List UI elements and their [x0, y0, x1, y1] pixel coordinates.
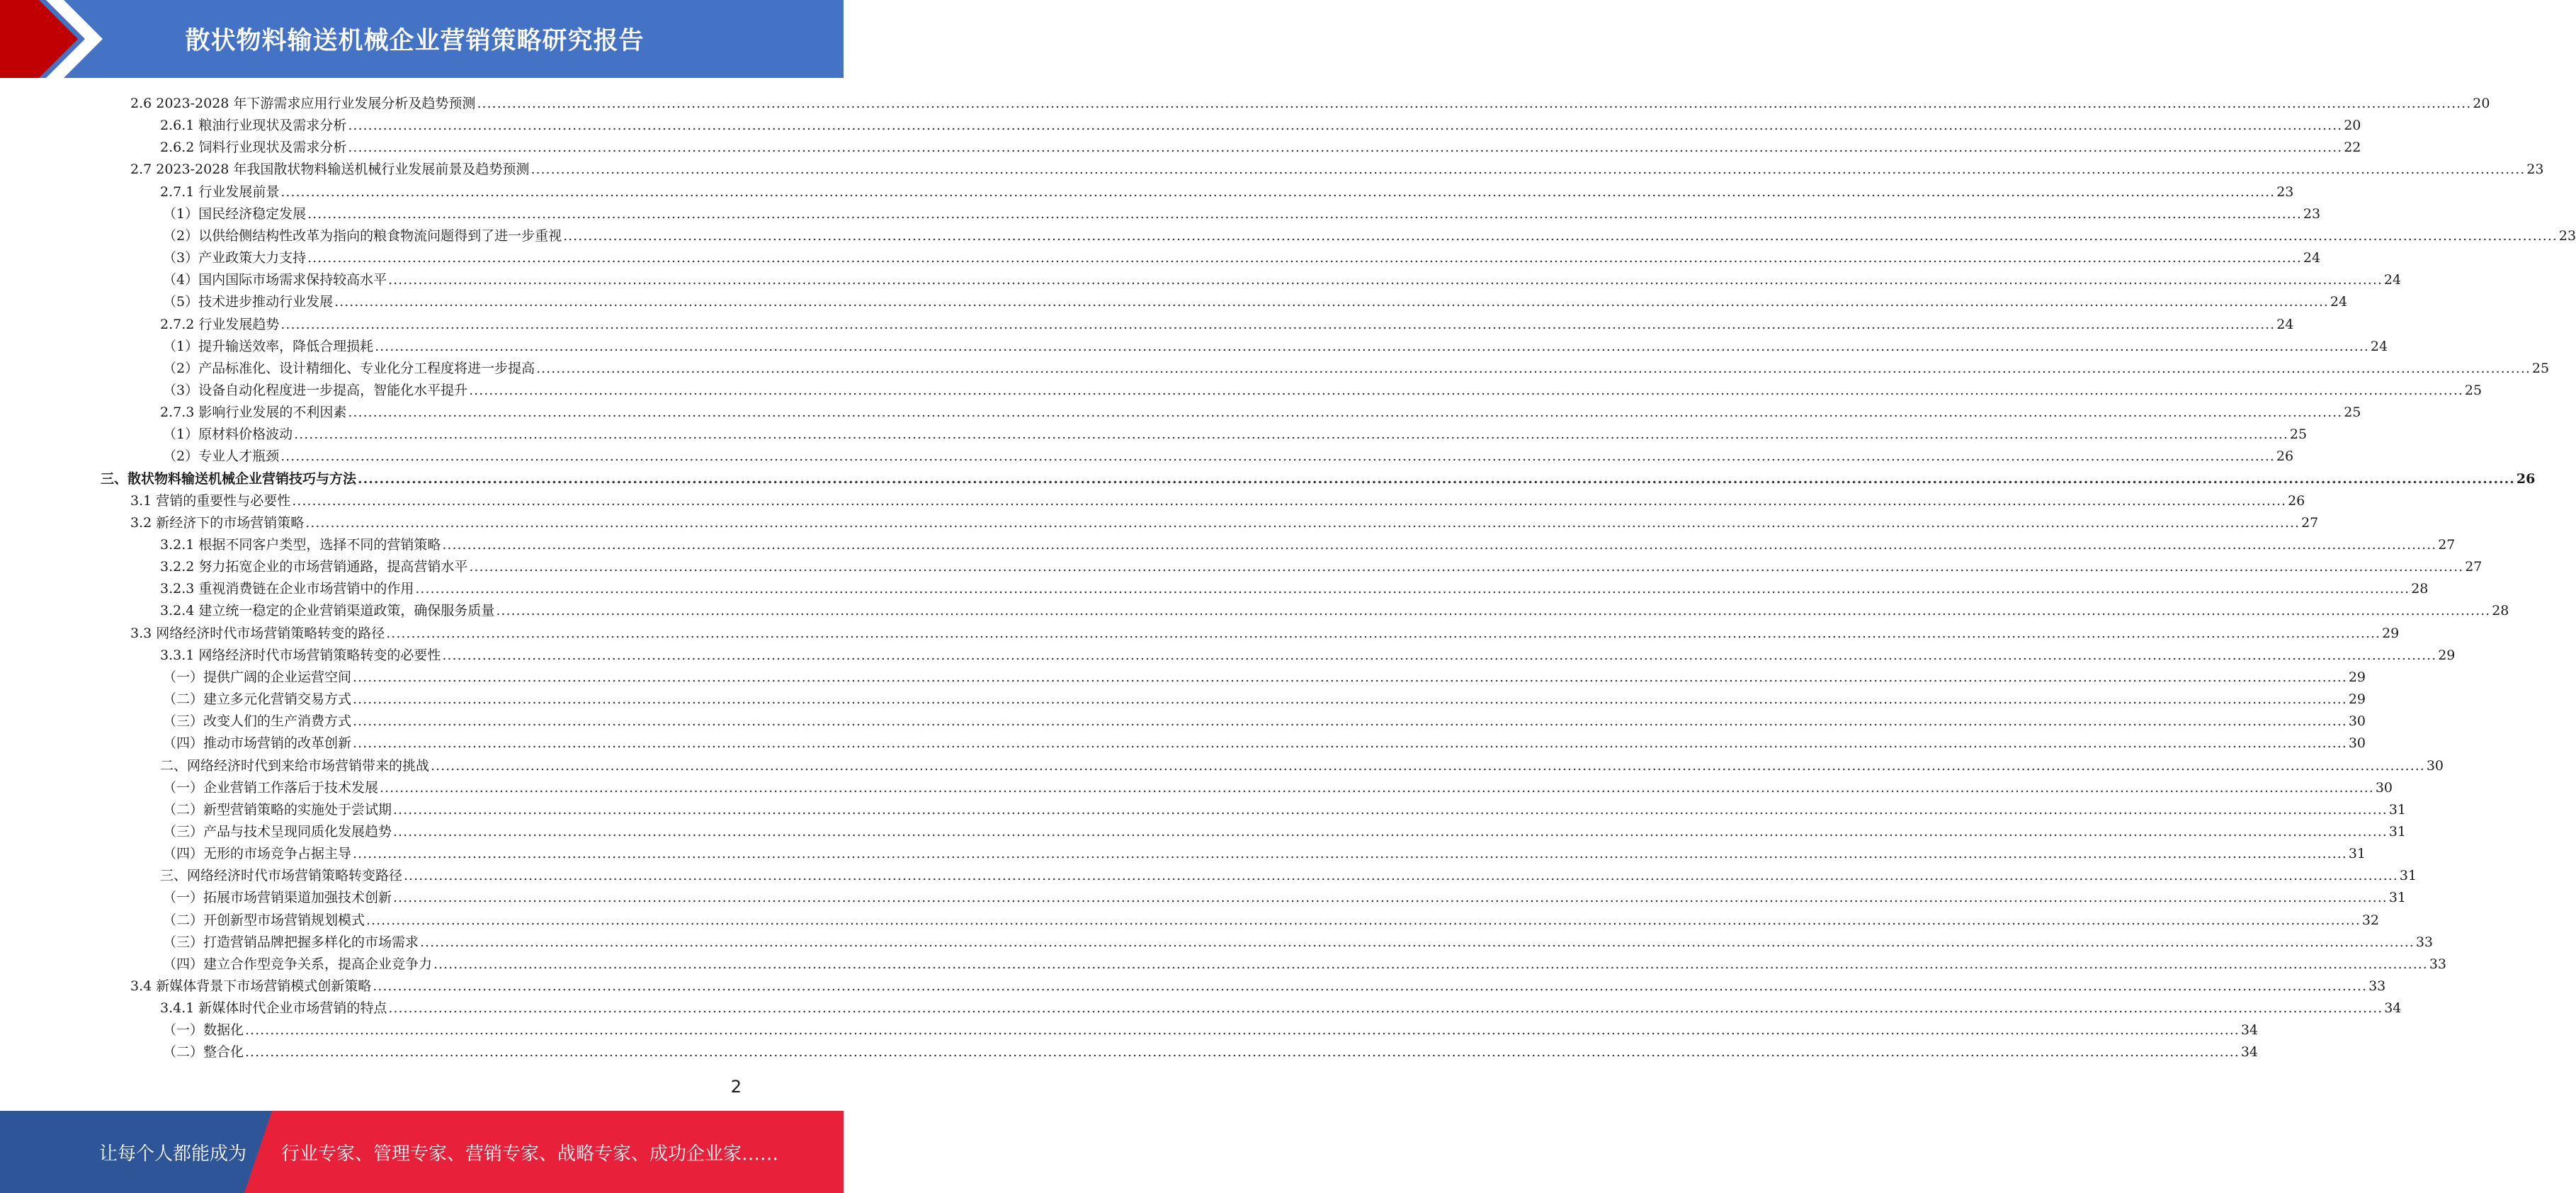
toc-dot-leader: ................................................................................................................................................................................................................................................................................................................................................................................................................: [307, 205, 2302, 222]
toc-entry-page: 23: [2526, 162, 2544, 178]
toc-dot-leader: ................................................................................................................................................................................................................................................................................................................................................................................................................: [280, 448, 2275, 465]
toc-dot-leader: ................................................................................................................................................................................................................................................................................................................................................................................................................: [366, 912, 2361, 928]
toc-entry-label: （四）无形的市场竞争占据主导: [163, 846, 352, 862]
toc-dot-leader: ................................................................................................................................................................................................................................................................................................................................................................................................................: [358, 470, 2515, 487]
toc-entry[interactable]: [160, 862, 2417, 884]
toc-dot-leader: ................................................................................................................................................................................................................................................................................................................................................................................................................: [433, 956, 2428, 972]
toc-dot-leader: ................................................................................................................................................................................................................................................................................................................................................................................................................: [353, 713, 2347, 730]
toc-entry-label: 3.4 新媒体背景下市场营销模式创新策略: [130, 978, 372, 994]
toc-entry-label: （三）产品与技术呈现同质化发展趋势: [163, 823, 392, 839]
toc-entry-page: 23: [2276, 183, 2294, 200]
toc-dot-leader: ................................................................................................................................................................................................................................................................................................................................................................................................................: [307, 250, 2302, 266]
toc-entry-label: （三）打造营销品牌把握多样化的市场需求: [163, 934, 419, 950]
toc-entry[interactable]: [163, 774, 2393, 796]
toc-dot-leader: ................................................................................................................................................................................................................................................................................................................................................................................................................: [530, 162, 2526, 178]
toc-entry-page: 27: [2301, 514, 2319, 531]
toc-entry[interactable]: [160, 311, 2294, 333]
toc-dot-leader: ................................................................................................................................................................................................................................................................................................................................................................................................................: [305, 514, 2300, 531]
toc-entry-label: （1）国民经济稳定发展: [163, 205, 307, 222]
toc-entry-label: 3.4.1 新媒体时代企业市场营销的特点: [160, 1000, 387, 1017]
page-number: 2: [730, 1077, 742, 1097]
toc-entry-label: 三、散状物料输送机械企业营销技巧与方法: [101, 470, 357, 487]
toc-entry[interactable]: [163, 840, 2366, 862]
toc-entry-label: 3.2.2 努力拓宽企业的市场营销通路，提高营销水平: [160, 559, 468, 575]
toc-dot-leader: ................................................................................................................................................................................................................................................................................................................................................................................................................: [245, 1044, 2240, 1061]
toc-entry-page: 24: [2383, 272, 2402, 288]
toc-entry-page: 25: [2344, 405, 2361, 421]
toc-entry-page: 24: [2276, 316, 2294, 332]
toc-entry-page: 31: [2388, 823, 2407, 839]
toc-entry-page: 29: [2348, 691, 2366, 708]
toc-entry[interactable]: [163, 333, 2388, 355]
toc-entry[interactable]: [160, 134, 2361, 156]
toc-entry-label: 2.6 2023-2028 年下游需求应用行业发展分析及趋势预测: [130, 96, 476, 111]
toc-dot-leader: ................................................................................................................................................................................................................................................................................................................................................................................................................: [353, 846, 2347, 862]
toc-dot-leader: ................................................................................................................................................................................................................................................................................................................................................................................................................: [334, 294, 2329, 310]
footer-slogan-left: 让每个人都能成为: [99, 1143, 247, 1165]
toc-entry[interactable]: [130, 487, 2305, 509]
toc-entry-label: （三）改变人们的生产消费方式: [163, 713, 352, 730]
toc-entry-label: （二）开创新型市场营销规划模式: [163, 912, 365, 928]
toc-entry[interactable]: [163, 1017, 2259, 1039]
toc-entry-page: 20: [2473, 96, 2490, 111]
toc-entry-page: 27: [2465, 559, 2483, 575]
toc-dot-leader: ................................................................................................................................................................................................................................................................................................................................................................................................................: [380, 779, 2374, 796]
toc-entry-page: 34: [2240, 1022, 2259, 1039]
toc-entry-label: （一）数据化: [163, 1022, 244, 1039]
toc-entry-page: 29: [2348, 669, 2366, 685]
toc-entry-page: 31: [2388, 890, 2407, 906]
toc-entry-page: 25: [2531, 360, 2550, 376]
toc-dot-leader: ................................................................................................................................................................................................................................................................................................................................................................................................................: [469, 382, 2463, 398]
toc-entry[interactable]: [160, 642, 2456, 664]
toc-dot-leader: ................................................................................................................................................................................................................................................................................................................................................................................................................: [469, 559, 2464, 575]
toc-entry[interactable]: [160, 752, 2444, 774]
toc-entry-page: 24: [2330, 294, 2348, 310]
toc-dot-leader: ................................................................................................................................................................................................................................................................................................................................................................................................................: [420, 934, 2415, 950]
toc-entry-page: 27: [2438, 537, 2456, 553]
toc-entry-page: 29: [2382, 625, 2400, 641]
toc-dot-leader: ................................................................................................................................................................................................................................................................................................................................................................................................................: [536, 360, 2531, 376]
toc-entry-page: 33: [2415, 934, 2434, 950]
toc-entry[interactable]: [160, 179, 2294, 200]
page-header: [0, 0, 844, 78]
toc-entry-page: 25: [2464, 382, 2483, 398]
toc-dot-leader: ................................................................................................................................................................................................................................................................................................................................................................................................................: [294, 426, 2288, 443]
toc-entry-label: 二、网络经济时代到来给市场营销带来的挑战: [160, 757, 430, 774]
toc-entry-label: 3.2.1 根据不同客户类型，选择不同的营销策略: [160, 537, 441, 553]
toc-entry-page: 31: [2399, 868, 2417, 884]
toc-entry-page: 25: [2289, 426, 2308, 443]
toc-entry[interactable]: [163, 730, 2366, 752]
toc-dot-leader: ................................................................................................................................................................................................................................................................................................................................................................................................................: [375, 338, 2369, 354]
toc-dot-leader: ................................................................................................................................................................................................................................................................................................................................................................................................................: [415, 581, 2410, 597]
toc-entry-page: 31: [2388, 801, 2407, 818]
toc-entry[interactable]: [160, 995, 2402, 1017]
toc-entry-label: 2.7 2023-2028 年我国散状物料输送机械行业发展前景及趋势预测: [130, 162, 530, 178]
toc-entry[interactable]: [130, 156, 2544, 178]
toc-dot-leader: ................................................................................................................................................................................................................................................................................................................................................................................................................: [393, 890, 2388, 906]
toc-dot-leader: ................................................................................................................................................................................................................................................................................................................................................................................................................: [388, 272, 2383, 288]
toc-entry-label: 2.6.1 粮油行业现状及需求分析: [160, 118, 347, 134]
toc-entry[interactable]: [163, 288, 2348, 310]
toc-entry[interactable]: [163, 377, 2483, 399]
toc-entry[interactable]: [160, 112, 2361, 134]
toc-entry[interactable]: [160, 399, 2361, 421]
toc-entry-page: 28: [2411, 581, 2429, 597]
toc-entry-label: （5）技术进步推动行业发展: [163, 294, 334, 310]
toc-entry[interactable]: [130, 90, 2490, 112]
toc-entry-label: （二）整合化: [163, 1044, 244, 1061]
toc-dot-leader: ................................................................................................................................................................................................................................................................................................................................................................................................................: [388, 1000, 2383, 1017]
toc-entry-label: （二）新型营销策略的实施处于尝试期: [163, 801, 392, 818]
toc-entry-page: 30: [2348, 735, 2366, 752]
toc-entry[interactable]: [130, 620, 2400, 642]
toc-dot-leader: ................................................................................................................................................................................................................................................................................................................................................................................................................: [348, 140, 2343, 156]
toc-entry[interactable]: [163, 884, 2407, 906]
toc-entry[interactable]: [163, 355, 2550, 377]
toc-dot-leader: ................................................................................................................................................................................................................................................................................................................................................................................................................: [393, 823, 2388, 839]
toc-entry-label: 3.3.1 网络经济时代市场营销策略转变的必要性: [160, 647, 441, 663]
toc-entry[interactable]: [130, 973, 2386, 995]
report-title: 散状物料输送机械企业营销策略研究报告: [185, 27, 645, 55]
toc-dot-leader: ................................................................................................................................................................................................................................................................................................................................................................................................................: [442, 647, 2437, 663]
toc-entry-page: 26: [2516, 470, 2536, 487]
toc-entry[interactable]: [163, 929, 2434, 951]
toc-entry-page: 26: [2276, 448, 2294, 465]
toc-entry[interactable]: [101, 465, 2536, 487]
toc-entry[interactable]: [160, 553, 2483, 575]
toc-entry-label: （一）拓展市场营销渠道加强技术创新: [163, 890, 392, 906]
toc-entry-label: 3.1 营销的重要性与必要性: [130, 492, 291, 509]
toc-entry-label: （二）建立多元化营销交易方式: [163, 691, 352, 708]
toc-dot-leader: ................................................................................................................................................................................................................................................................................................................................................................................................................: [431, 757, 2425, 774]
toc-entry[interactable]: [163, 222, 2576, 244]
header-arrow-icon: [0, 0, 106, 78]
toc-entry-label: （2）产品标准化、设计精细化、专业化分工程度将进一步提高: [163, 360, 535, 376]
toc-entry[interactable]: [163, 200, 2321, 222]
toc-entry-page: 23: [2558, 227, 2576, 244]
toc-entry-label: 2.7.3 影响行业发展的不利因素: [160, 405, 347, 421]
toc-entry-label: 三、网络经济时代市场营销策略转变路径: [160, 868, 403, 884]
toc-entry-page: 30: [2348, 713, 2366, 730]
toc-entry[interactable]: [163, 907, 2380, 929]
toc-entry-label: 3.2.3 重视消费链在企业市场营销中的作用: [160, 581, 414, 597]
toc-dot-leader: ................................................................................................................................................................................................................................................................................................................................................................................................................: [563, 227, 2558, 244]
toc-dot-leader: ................................................................................................................................................................................................................................................................................................................................................................................................................: [477, 96, 2472, 111]
toc-dot-leader: ................................................................................................................................................................................................................................................................................................................................................................................................................: [280, 316, 2276, 332]
toc-entry-page: 33: [2429, 956, 2447, 972]
footer-slogan-right: 行业专家、管理专家、营销专家、战略专家、成功企业家……: [281, 1143, 779, 1165]
toc-entry[interactable]: [163, 708, 2366, 730]
toc-entry-page: 23: [2303, 205, 2321, 222]
toc-entry[interactable]: [163, 686, 2366, 708]
toc-entry-page: 32: [2361, 912, 2380, 928]
toc-entry-page: 24: [2303, 250, 2321, 266]
toc-entry-label: （3）设备自动化程度进一步提高，智能化水平提升: [163, 382, 468, 398]
toc-entry-page: 22: [2344, 140, 2361, 156]
toc-entry[interactable]: [163, 796, 2407, 818]
toc-entry[interactable]: [163, 664, 2366, 686]
toc-entry[interactable]: [163, 1039, 2259, 1061]
toc-dot-leader: ................................................................................................................................................................................................................................................................................................................................................................................................................: [353, 691, 2347, 708]
toc-entry-label: 3.3 网络经济时代市场营销策略转变的路径: [130, 625, 385, 641]
toc-entry-page: 34: [2384, 1000, 2402, 1017]
toc-entry[interactable]: [163, 266, 2402, 288]
toc-entry-page: 20: [2344, 118, 2361, 134]
toc-entry-page: 30: [2426, 757, 2444, 774]
toc-dot-leader: ................................................................................................................................................................................................................................................................................................................................................................................................................: [393, 801, 2388, 818]
toc-entry-label: 3.2.4 建立统一稳定的企业营销渠道政策，确保服务质量: [160, 603, 495, 619]
toc-entry[interactable]: [163, 244, 2321, 266]
toc-entry[interactable]: [160, 575, 2429, 597]
toc-entry-page: 29: [2438, 647, 2456, 663]
toc-entry-page: 24: [2370, 338, 2388, 354]
toc-entry[interactable]: [160, 531, 2456, 553]
toc-entry[interactable]: [160, 597, 2509, 619]
page-footer: [0, 1111, 844, 1193]
toc-entry-label: （四）推动市场营销的改革创新: [163, 735, 352, 752]
toc-dot-leader: ................................................................................................................................................................................................................................................................................................................................................................................................................: [496, 603, 2491, 619]
toc-dot-leader: ................................................................................................................................................................................................................................................................................................................................................................................................................: [353, 669, 2347, 685]
toc-entry-label: （一）企业营销工作落后于技术发展: [163, 779, 379, 796]
toc-entry-label: （1）原材料价格波动: [163, 426, 293, 443]
toc-entry-page: 34: [2240, 1044, 2259, 1061]
toc-dot-leader: ................................................................................................................................................................................................................................................................................................................................................................................................................: [280, 183, 2276, 200]
toc-dot-leader: ................................................................................................................................................................................................................................................................................................................................................................................................................: [404, 868, 2398, 884]
toc-entry-label: （1）提升输送效率，降低合理损耗: [163, 338, 374, 354]
toc-dot-leader: ................................................................................................................................................................................................................................................................................................................................................................................................................: [348, 405, 2343, 421]
toc-entry-page: 33: [2368, 978, 2386, 994]
toc-dot-leader: ................................................................................................................................................................................................................................................................................................................................................................................................................: [292, 492, 2287, 509]
toc-entry-label: （2）以供给侧结构性改革为指向的粮食物流问题得到了进一步重视: [163, 227, 562, 244]
toc-dot-leader: ................................................................................................................................................................................................................................................................................................................................................................................................................: [348, 118, 2343, 134]
toc-entry-label: （3）产业政策大力支持: [163, 250, 307, 266]
toc-entry-label: 2.7.1 行业发展前景: [160, 183, 280, 200]
toc-entry-label: （2）专业人才瓶颈: [163, 448, 280, 465]
toc-entry[interactable]: [163, 443, 2294, 465]
toc-entry[interactable]: [163, 421, 2308, 443]
toc-entry-label: 2.7.2 行业发展趋势: [160, 316, 280, 332]
toc-entry-label: （四）建立合作型竞争关系，提高企业竞争力: [163, 956, 433, 972]
toc-dot-leader: ................................................................................................................................................................................................................................................................................................................................................................................................................: [373, 978, 2368, 994]
toc-entry-page: 31: [2348, 846, 2366, 862]
toc-entry[interactable]: [163, 951, 2447, 973]
toc-entry-label: 3.2 新经济下的市场营销策略: [130, 514, 305, 531]
toc-entry[interactable]: [130, 509, 2319, 531]
toc-entry-label: （4）国内国际市场需求保持较高水平: [163, 272, 387, 288]
toc-entry-label: 2.6.2 饲料行业现状及需求分析: [160, 140, 347, 156]
toc-entry-page: 30: [2375, 779, 2393, 796]
toc-entry-page: 28: [2492, 603, 2509, 619]
toc-entry[interactable]: [163, 818, 2407, 840]
toc-dot-leader: ................................................................................................................................................................................................................................................................................................................................................................................................................: [386, 625, 2381, 641]
toc-dot-leader: ................................................................................................................................................................................................................................................................................................................................................................................................................: [353, 735, 2347, 752]
toc-dot-leader: ................................................................................................................................................................................................................................................................................................................................................................................................................: [442, 537, 2437, 553]
toc-entry-page: 26: [2288, 492, 2305, 509]
toc-dot-leader: ................................................................................................................................................................................................................................................................................................................................................................................................................: [245, 1022, 2240, 1039]
toc-entry-label: （一）提供广阔的企业运营空间: [163, 669, 352, 685]
